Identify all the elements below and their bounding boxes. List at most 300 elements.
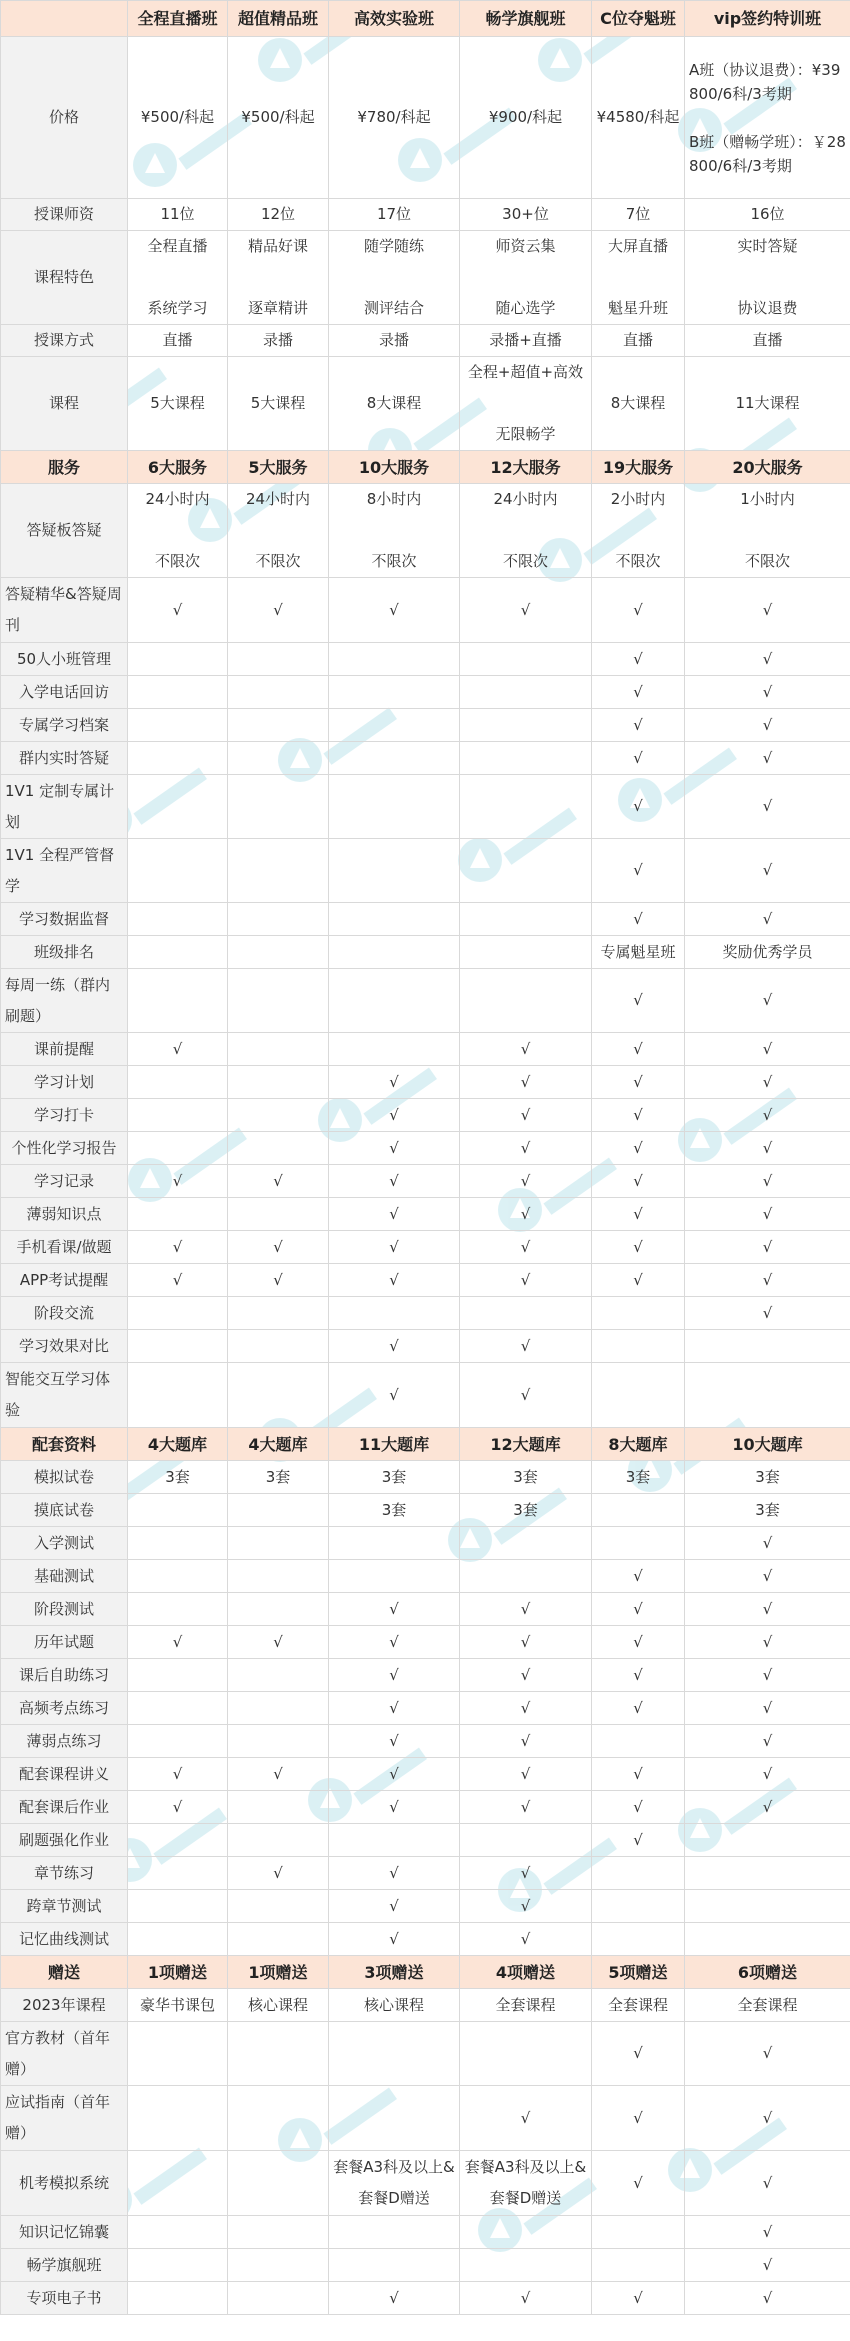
- table-cell: [128, 2249, 228, 2282]
- table-cell: 3套: [460, 1494, 592, 1527]
- table-cell: √: [592, 1560, 685, 1593]
- table-cell: √: [329, 1099, 460, 1132]
- row-label: 阶段交流: [1, 1297, 128, 1330]
- row-label: 课程特色: [1, 231, 128, 325]
- table-row: [1, 1890, 850, 1923]
- table-cell: 16位: [685, 199, 850, 231]
- table-row: [1, 643, 850, 676]
- table-row: [1, 231, 850, 325]
- table-cell: [685, 1363, 850, 1428]
- table-cell: [460, 1560, 592, 1593]
- table-cell: [228, 2282, 329, 2315]
- table-cell: [128, 1857, 228, 1890]
- table-cell: [685, 1824, 850, 1857]
- table-cell: [228, 1363, 329, 1428]
- section-header-row: [1, 1956, 850, 1989]
- table-cell: [460, 1824, 592, 1857]
- table-cell: [592, 1494, 685, 1527]
- row-label: 班级排名: [1, 936, 128, 969]
- table-row: [1, 325, 850, 357]
- table-cell: √: [329, 1231, 460, 1264]
- table-cell: [228, 2086, 329, 2151]
- table-cell: √: [128, 1231, 228, 1264]
- table-cell: 全套课程: [460, 1989, 592, 2022]
- table-cell: 30+位: [460, 199, 592, 231]
- table-cell: 5项赠送: [592, 1956, 685, 1989]
- table-cell: √: [460, 2086, 592, 2151]
- table-cell: √: [460, 1725, 592, 1758]
- table-cell: 专属魁星班: [592, 936, 685, 969]
- table-row: [1, 1165, 850, 1198]
- column-header: 畅学旗舰班: [460, 1, 592, 37]
- table-cell: √: [592, 2022, 685, 2086]
- table-cell: √: [128, 1165, 228, 1198]
- table-cell: √: [592, 1626, 685, 1659]
- table-cell: √: [685, 1099, 850, 1132]
- table-cell: ¥500/科起: [128, 37, 228, 199]
- table-row: [1, 1494, 850, 1527]
- table-cell: √: [685, 1132, 850, 1165]
- table-row: [1, 1560, 850, 1593]
- table-cell: √: [592, 742, 685, 775]
- row-label: 模拟试卷: [1, 1461, 128, 1494]
- table-cell: √: [592, 1132, 685, 1165]
- table-cell: √: [592, 1033, 685, 1066]
- table-cell: [128, 775, 228, 839]
- table-cell: [128, 1725, 228, 1758]
- row-label: 入学测试: [1, 1527, 128, 1560]
- table-cell: 3项赠送: [329, 1956, 460, 1989]
- row-label: 畅学旗舰班: [1, 2249, 128, 2282]
- table-cell: √: [685, 1231, 850, 1264]
- table-cell: [228, 1132, 329, 1165]
- table-cell: [329, 676, 460, 709]
- table-cell: [128, 1527, 228, 1560]
- column-header: 全程直播班: [128, 1, 228, 37]
- table-cell: [685, 1890, 850, 1923]
- table-cell: [228, 1560, 329, 1593]
- table-row: [1, 839, 850, 903]
- table-cell: ¥780/科起: [329, 37, 460, 199]
- table-cell: √: [228, 1165, 329, 1198]
- table-cell: 核心课程: [228, 1989, 329, 2022]
- table-cell: [128, 709, 228, 742]
- table-cell: [128, 839, 228, 903]
- row-label: 答疑精华&答疑周刊: [1, 578, 128, 643]
- table-cell: √: [685, 2282, 850, 2315]
- table-cell: 5大课程: [228, 357, 329, 451]
- table-cell: [329, 2022, 460, 2086]
- table-cell: 全套课程: [592, 1989, 685, 2022]
- table-row: [1, 1857, 850, 1890]
- table-cell: 奖励优秀学员: [685, 936, 850, 969]
- table-row: [1, 775, 850, 839]
- table-cell: 实时答疑 协议退费: [685, 231, 850, 325]
- table-cell: √: [460, 1264, 592, 1297]
- row-label: 入学电话回访: [1, 676, 128, 709]
- table-row: [1, 2022, 850, 2086]
- table-cell: 直播: [128, 325, 228, 357]
- row-label: 赠送: [1, 1956, 128, 1989]
- column-header: C位夺魁班: [592, 1, 685, 37]
- table-cell: √: [460, 1758, 592, 1791]
- table-cell: [329, 1033, 460, 1066]
- table-row: [1, 1824, 850, 1857]
- table-cell: √: [685, 775, 850, 839]
- table-cell: √: [592, 1231, 685, 1264]
- section-header-row: [1, 1, 850, 37]
- table-cell: √: [460, 1857, 592, 1890]
- table-cell: √: [592, 1198, 685, 1231]
- table-cell: 1项赠送: [228, 1956, 329, 1989]
- table-cell: [228, 1824, 329, 1857]
- table-cell: [128, 1923, 228, 1956]
- table-cell: 套餐A3科及以上& 套餐D赠送: [460, 2151, 592, 2216]
- row-label: 刷题强化作业: [1, 1824, 128, 1857]
- table-cell: [128, 1363, 228, 1428]
- table-cell: √: [592, 903, 685, 936]
- table-cell: 8小时内 不限次: [329, 484, 460, 578]
- table-cell: √: [592, 643, 685, 676]
- table-cell: √: [685, 2249, 850, 2282]
- table-cell: √: [685, 742, 850, 775]
- table-cell: √: [592, 839, 685, 903]
- table-cell: [460, 742, 592, 775]
- table-row: [1, 2282, 850, 2315]
- table-cell: 24小时内 不限次: [228, 484, 329, 578]
- table-cell: 3套: [329, 1461, 460, 1494]
- table-cell: 3套: [128, 1461, 228, 1494]
- table-cell: [228, 969, 329, 1033]
- table-cell: √: [685, 676, 850, 709]
- table-cell: 3套: [329, 1494, 460, 1527]
- table-row: [1, 1132, 850, 1165]
- table-cell: 3套: [592, 1461, 685, 1494]
- table-cell: √: [685, 969, 850, 1033]
- table-cell: √: [592, 969, 685, 1033]
- table-cell: [228, 1297, 329, 1330]
- table-cell: √: [460, 1099, 592, 1132]
- table-cell: [128, 1099, 228, 1132]
- table-cell: [228, 2151, 329, 2216]
- table-cell: √: [460, 1626, 592, 1659]
- section-header-row: [1, 451, 850, 484]
- table-cell: [228, 1066, 329, 1099]
- row-label: 个性化学习报告: [1, 1132, 128, 1165]
- table-row: [1, 1725, 850, 1758]
- table-row: [1, 1791, 850, 1824]
- table-cell: [228, 2249, 329, 2282]
- table-cell: 7位: [592, 199, 685, 231]
- table-cell: [329, 2086, 460, 2151]
- row-label: 学习计划: [1, 1066, 128, 1099]
- table-cell: √: [460, 1330, 592, 1363]
- table-row: [1, 2151, 850, 2216]
- row-label: 授课师资: [1, 199, 128, 231]
- table-cell: 10大服务: [329, 451, 460, 484]
- table-cell: √: [592, 1659, 685, 1692]
- table-row: [1, 199, 850, 231]
- row-label: 智能交互学习体验: [1, 1363, 128, 1428]
- row-label: 配套课后作业: [1, 1791, 128, 1824]
- table-cell: √: [460, 1132, 592, 1165]
- table-cell: √: [329, 1363, 460, 1428]
- table-cell: √: [329, 1593, 460, 1626]
- table-cell: [592, 1725, 685, 1758]
- table-cell: √: [592, 1066, 685, 1099]
- table-cell: [329, 1824, 460, 1857]
- table-cell: √: [592, 1824, 685, 1857]
- table-cell: [128, 643, 228, 676]
- table-cell: 3套: [460, 1461, 592, 1494]
- table-cell: 直播: [592, 325, 685, 357]
- table-cell: √: [460, 1165, 592, 1198]
- table-cell: 随学随练 测评结合: [329, 231, 460, 325]
- table-cell: √: [329, 578, 460, 643]
- table-cell: [128, 2151, 228, 2216]
- table-cell: 大屏直播 魁星升班: [592, 231, 685, 325]
- row-label: 学习记录: [1, 1165, 128, 1198]
- table-cell: [228, 742, 329, 775]
- table-cell: [128, 1659, 228, 1692]
- table-row: [1, 484, 850, 578]
- table-cell: √: [685, 2022, 850, 2086]
- table-row: [1, 37, 850, 199]
- table-cell: √: [128, 1791, 228, 1824]
- column-header: 高效实验班: [329, 1, 460, 37]
- table-row: [1, 1989, 850, 2022]
- table-cell: [228, 775, 329, 839]
- table-cell: [128, 2282, 228, 2315]
- row-label: 记忆曲线测试: [1, 1923, 128, 1956]
- table-cell: √: [329, 1626, 460, 1659]
- row-label: 摸底试卷: [1, 1494, 128, 1527]
- table-cell: 5大服务: [228, 451, 329, 484]
- row-label: 应试指南（首年赠）: [1, 2086, 128, 2151]
- row-label: 跨章节测试: [1, 1890, 128, 1923]
- table-cell: √: [592, 2151, 685, 2216]
- table-cell: 录播+直播: [460, 325, 592, 357]
- table-row: [1, 1692, 850, 1725]
- table-cell: [592, 1890, 685, 1923]
- table-cell: √: [592, 1593, 685, 1626]
- table-cell: [228, 936, 329, 969]
- table-cell: 4大题库: [128, 1428, 228, 1461]
- row-label: 学习打卡: [1, 1099, 128, 1132]
- row-label: 手机看课/做题: [1, 1231, 128, 1264]
- table-cell: √: [460, 1692, 592, 1725]
- table-cell: √: [592, 1758, 685, 1791]
- table-cell: [228, 1659, 329, 1692]
- table-cell: [460, 1297, 592, 1330]
- table-cell: [128, 903, 228, 936]
- table-cell: [128, 1593, 228, 1626]
- table-cell: [128, 1198, 228, 1231]
- table-cell: [228, 2022, 329, 2086]
- table-cell: [128, 1692, 228, 1725]
- table-cell: 1小时内 不限次: [685, 484, 850, 578]
- table-cell: 8大题库: [592, 1428, 685, 1461]
- table-cell: [228, 1099, 329, 1132]
- row-label: 每周一练（群内刷题）: [1, 969, 128, 1033]
- table-cell: [128, 1330, 228, 1363]
- row-label: 专属学习档案: [1, 709, 128, 742]
- table-cell: [228, 1330, 329, 1363]
- table-cell: √: [592, 1692, 685, 1725]
- table-cell: √: [460, 1198, 592, 1231]
- table-cell: [685, 1923, 850, 1956]
- table-cell: √: [592, 1099, 685, 1132]
- table-cell: 全套课程: [685, 1989, 850, 2022]
- table-cell: [329, 1297, 460, 1330]
- row-label: 1V1 全程严管督学: [1, 839, 128, 903]
- table-row: [1, 1527, 850, 1560]
- row-label: 薄弱点练习: [1, 1725, 128, 1758]
- row-label: 配套资料: [1, 1428, 128, 1461]
- table-cell: √: [329, 1330, 460, 1363]
- table-cell: [460, 2022, 592, 2086]
- table-cell: √: [592, 775, 685, 839]
- section-header-row: [1, 1428, 850, 1461]
- table-cell: 24小时内 不限次: [128, 484, 228, 578]
- table-cell: [228, 2216, 329, 2249]
- table-cell: [128, 1066, 228, 1099]
- table-cell: [128, 1560, 228, 1593]
- table-cell: [128, 2086, 228, 2151]
- table-cell: √: [685, 643, 850, 676]
- table-cell: √: [685, 1527, 850, 1560]
- table-cell: √: [685, 1593, 850, 1626]
- table-cell: 2小时内 不限次: [592, 484, 685, 578]
- table-cell: 录播: [228, 325, 329, 357]
- table-cell: [128, 1494, 228, 1527]
- table-cell: 3套: [685, 1494, 850, 1527]
- table-cell: 6项赠送: [685, 1956, 850, 1989]
- table-cell: √: [329, 1692, 460, 1725]
- table-row: [1, 1626, 850, 1659]
- table-cell: [460, 936, 592, 969]
- table-cell: [329, 2249, 460, 2282]
- table-cell: √: [228, 1857, 329, 1890]
- table-cell: 豪华书课包: [128, 1989, 228, 2022]
- table-cell: [460, 2249, 592, 2282]
- table-cell: √: [592, 2086, 685, 2151]
- row-label: 课后自助练习: [1, 1659, 128, 1692]
- table-cell: [329, 709, 460, 742]
- table-cell: √: [685, 1725, 850, 1758]
- table-row: [1, 1297, 850, 1330]
- table-cell: [228, 1725, 329, 1758]
- table-cell: √: [228, 1626, 329, 1659]
- table-cell: [460, 643, 592, 676]
- table-cell: √: [685, 1066, 850, 1099]
- table-cell: √: [685, 1626, 850, 1659]
- row-label: 高频考点练习: [1, 1692, 128, 1725]
- table-row: [1, 578, 850, 643]
- table-cell: [460, 775, 592, 839]
- table-cell: √: [228, 1264, 329, 1297]
- table-cell: √: [329, 1198, 460, 1231]
- row-label: 2023年课程: [1, 1989, 128, 2022]
- table-row: [1, 903, 850, 936]
- table-cell: [228, 839, 329, 903]
- table-cell: [460, 903, 592, 936]
- table-cell: 8大课程: [329, 357, 460, 451]
- table-cell: √: [228, 1231, 329, 1264]
- table-cell: √: [460, 1659, 592, 1692]
- table-cell: √: [460, 1066, 592, 1099]
- table-cell: [228, 1692, 329, 1725]
- table-cell: [228, 676, 329, 709]
- table-cell: √: [685, 578, 850, 643]
- table-cell: [228, 643, 329, 676]
- table-cell: 11位: [128, 199, 228, 231]
- table-cell: 1项赠送: [128, 1956, 228, 1989]
- table-cell: √: [460, 1923, 592, 1956]
- table-cell: 8大课程: [592, 357, 685, 451]
- table-cell: [592, 1363, 685, 1428]
- table-cell: √: [128, 578, 228, 643]
- row-label: 服务: [1, 451, 128, 484]
- table-cell: [228, 1494, 329, 1527]
- row-label: 答疑板答疑: [1, 484, 128, 578]
- table-cell: [128, 1297, 228, 1330]
- table-cell: [329, 903, 460, 936]
- table-row: [1, 1330, 850, 1363]
- row-label: 配套课程讲义: [1, 1758, 128, 1791]
- table-row: [1, 676, 850, 709]
- table-cell: √: [685, 839, 850, 903]
- row-label: 薄弱知识点: [1, 1198, 128, 1231]
- table-cell: [128, 2216, 228, 2249]
- table-cell: [128, 1132, 228, 1165]
- table-cell: [592, 1857, 685, 1890]
- table-cell: [685, 1857, 850, 1890]
- table-cell: [460, 2216, 592, 2249]
- row-label: 群内实时答疑: [1, 742, 128, 775]
- table-cell: [592, 1330, 685, 1363]
- row-label: 1V1 定制专属计划: [1, 775, 128, 839]
- table-cell: √: [329, 2282, 460, 2315]
- table-cell: [228, 1923, 329, 1956]
- table-cell: √: [329, 1791, 460, 1824]
- table-row: [1, 742, 850, 775]
- table-cell: 12大题库: [460, 1428, 592, 1461]
- table-cell: √: [685, 2151, 850, 2216]
- table-row: [1, 1758, 850, 1791]
- table-cell: √: [329, 1725, 460, 1758]
- table-cell: √: [329, 1066, 460, 1099]
- table-cell: √: [685, 1198, 850, 1231]
- table-cell: √: [685, 2086, 850, 2151]
- table-cell: √: [460, 1231, 592, 1264]
- row-label: 价格: [1, 37, 128, 199]
- table-cell: √: [460, 1363, 592, 1428]
- table-cell: √: [592, 1264, 685, 1297]
- table-cell: √: [685, 1659, 850, 1692]
- table-cell: [128, 936, 228, 969]
- table-row: [1, 2249, 850, 2282]
- row-label: 阶段测试: [1, 1593, 128, 1626]
- table-cell: √: [685, 709, 850, 742]
- table-cell: √: [592, 2282, 685, 2315]
- table-row: [1, 1363, 850, 1428]
- table-cell: [329, 1560, 460, 1593]
- table-cell: 4项赠送: [460, 1956, 592, 1989]
- table-cell: [460, 709, 592, 742]
- row-label: 章节练习: [1, 1857, 128, 1890]
- table-cell: [329, 1527, 460, 1560]
